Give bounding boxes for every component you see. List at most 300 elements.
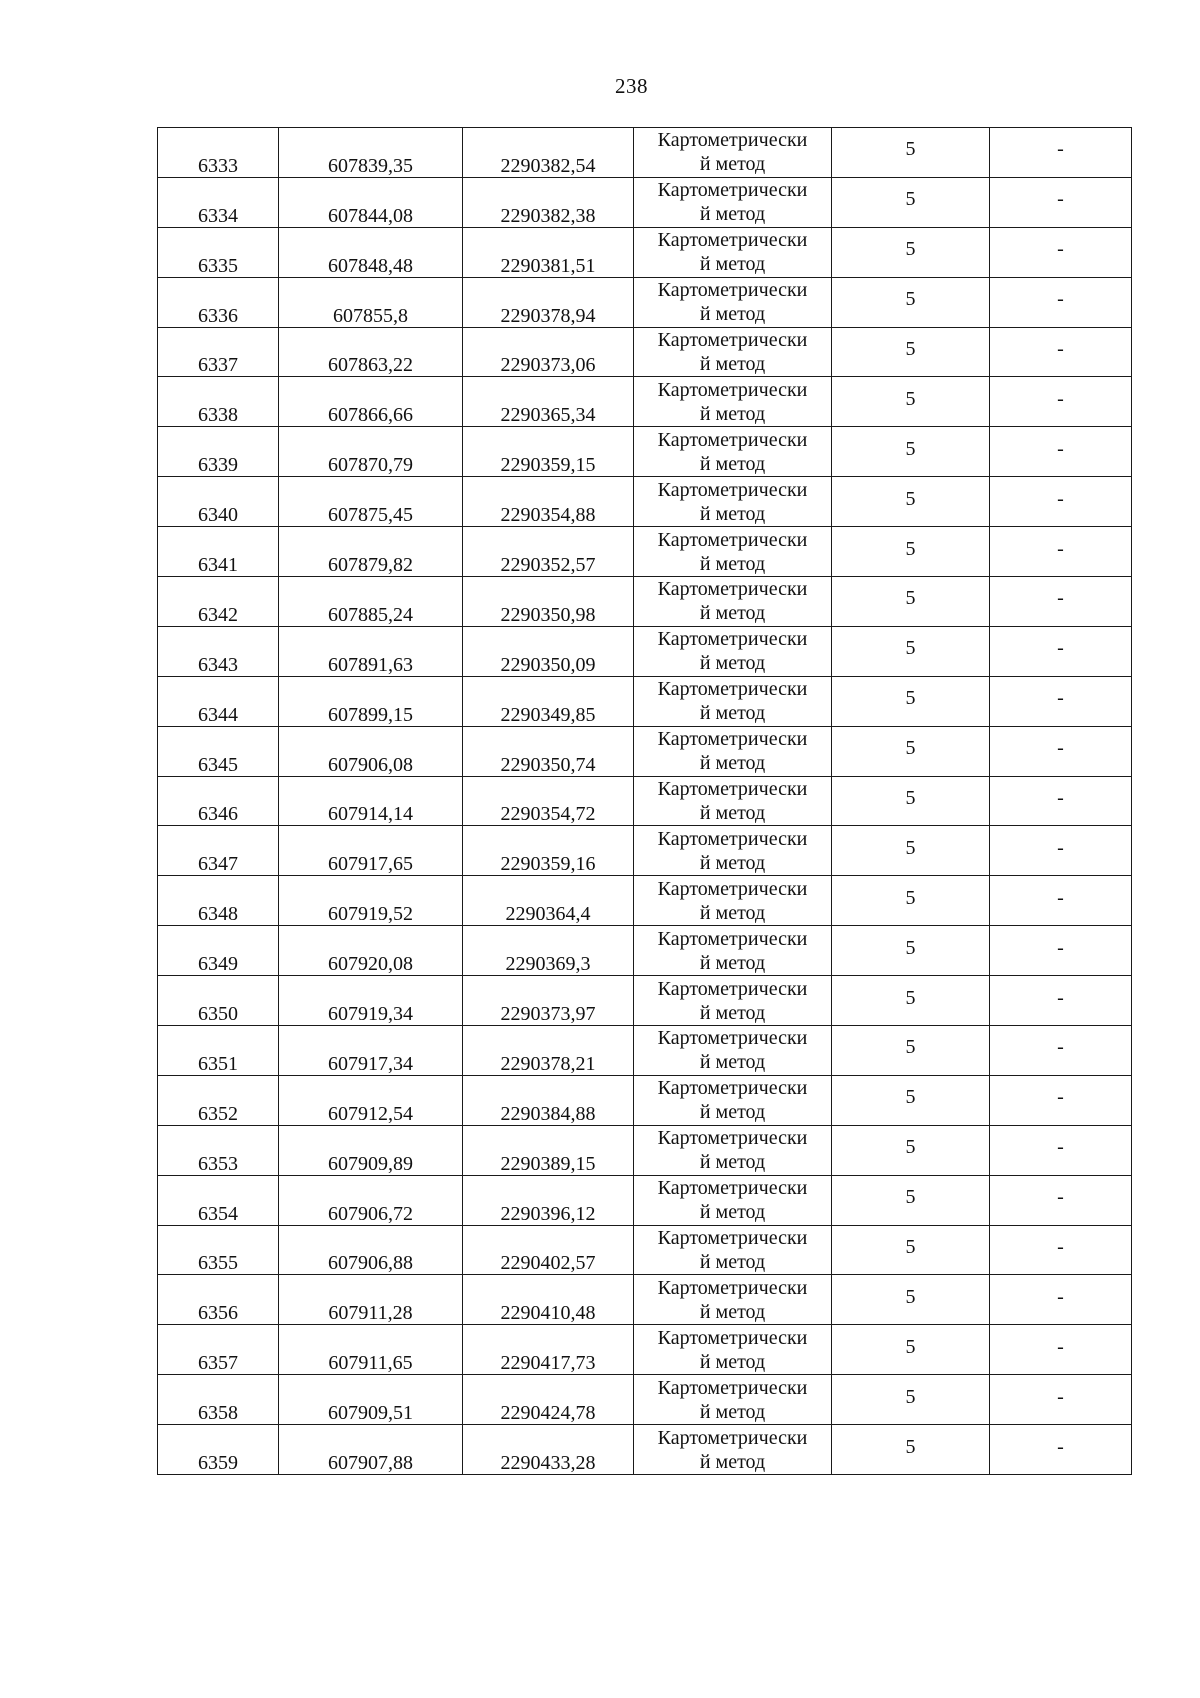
note-cell [990, 527, 1132, 577]
accuracy-cell [832, 1425, 990, 1475]
x-coordinate-cell [279, 277, 463, 327]
method-cell [634, 1026, 832, 1076]
accuracy-cell-text: 5 [905, 1435, 916, 1458]
point-number-cell-text: 6348 [198, 903, 238, 926]
table-row [158, 1375, 1132, 1425]
x-coordinate-cell-text: 607885,24 [328, 603, 413, 626]
point-number-cell [158, 1425, 279, 1475]
point-number-cell-text: 6351 [198, 1052, 238, 1075]
y-coordinate-cell [463, 1225, 634, 1275]
coordinates-table [157, 127, 1132, 1475]
point-number-cell [158, 128, 279, 178]
point-number-cell [158, 577, 279, 627]
x-coordinate-cell [279, 1325, 463, 1375]
accuracy-cell [832, 1325, 990, 1375]
note-cell [990, 1175, 1132, 1225]
accuracy-cell [832, 177, 990, 227]
accuracy-cell [832, 1075, 990, 1125]
table-row [158, 128, 1132, 178]
y-coordinate-cell-text: 2290365,34 [500, 404, 596, 427]
note-cell-text: - [1057, 1435, 1064, 1458]
method-cell-text: Картометрически й метод [657, 628, 808, 675]
y-coordinate-cell-text: 2290410,48 [500, 1302, 596, 1325]
note-cell-text: - [1057, 936, 1064, 959]
accuracy-cell-text: 5 [905, 437, 916, 460]
y-coordinate-cell [463, 1125, 634, 1175]
point-number-cell [158, 626, 279, 676]
accuracy-cell-text: 5 [905, 936, 916, 959]
accuracy-cell-text: 5 [905, 537, 916, 560]
method-cell-text: Картометрически й метод [657, 1426, 808, 1473]
x-coordinate-cell [279, 926, 463, 976]
table-row [158, 1175, 1132, 1225]
accuracy-cell-text: 5 [905, 886, 916, 909]
method-cell [634, 826, 832, 876]
y-coordinate-cell [463, 277, 634, 327]
accuracy-cell-text: 5 [905, 1335, 916, 1358]
point-number-cell [158, 427, 279, 477]
table-row [158, 577, 1132, 627]
x-coordinate-cell-text: 607848,48 [328, 254, 413, 277]
note-cell [990, 577, 1132, 627]
point-number-cell-text: 6352 [198, 1102, 238, 1125]
accuracy-cell [832, 1375, 990, 1425]
table-row [158, 1325, 1132, 1375]
accuracy-cell [832, 976, 990, 1026]
y-coordinate-cell-text: 2290382,54 [500, 154, 596, 177]
note-cell-text: - [1057, 437, 1064, 460]
note-cell [990, 676, 1132, 726]
y-coordinate-cell [463, 327, 634, 377]
x-coordinate-cell-text: 607863,22 [328, 354, 413, 377]
note-cell-text: - [1057, 986, 1064, 1009]
y-coordinate-cell-text: 2290389,15 [500, 1152, 596, 1175]
y-coordinate-cell [463, 1075, 634, 1125]
table-row [158, 277, 1132, 327]
x-coordinate-cell-text: 607909,89 [328, 1152, 413, 1175]
method-cell-text: Картометрически й метод [657, 528, 808, 575]
x-coordinate-cell-text: 607899,15 [328, 703, 413, 726]
y-coordinate-cell [463, 676, 634, 726]
accuracy-cell-text: 5 [905, 737, 916, 760]
method-cell-text: Картометрически й метод [657, 428, 808, 475]
x-coordinate-cell [279, 327, 463, 377]
y-coordinate-cell [463, 477, 634, 527]
point-number-cell [158, 277, 279, 327]
accuracy-cell [832, 577, 990, 627]
accuracy-cell-text: 5 [905, 238, 916, 261]
note-cell [990, 1075, 1132, 1125]
y-coordinate-cell-text: 2290378,21 [500, 1052, 596, 1075]
method-cell [634, 128, 832, 178]
point-number-cell [158, 527, 279, 577]
x-coordinate-cell-text: 607907,88 [328, 1452, 413, 1475]
method-cell [634, 1125, 832, 1175]
method-cell-text: Картометрически й метод [657, 279, 808, 326]
accuracy-cell-text: 5 [905, 338, 916, 360]
y-coordinate-cell-text: 2290402,57 [500, 1252, 596, 1275]
point-number-cell [158, 826, 279, 876]
y-coordinate-cell [463, 976, 634, 1026]
table-row [158, 626, 1132, 676]
method-cell [634, 726, 832, 776]
x-coordinate-cell-text: 607891,63 [328, 653, 413, 676]
x-coordinate-cell [279, 128, 463, 178]
table-row [158, 776, 1132, 826]
x-coordinate-cell [279, 1225, 463, 1275]
x-coordinate-cell [279, 1075, 463, 1125]
point-number-cell-text: 6339 [198, 454, 238, 477]
x-coordinate-cell-text: 607879,82 [328, 554, 413, 577]
y-coordinate-cell [463, 377, 634, 427]
y-coordinate-cell [463, 1275, 634, 1325]
note-cell-text: - [1057, 737, 1064, 760]
accuracy-cell-text: 5 [905, 1285, 916, 1308]
accuracy-cell [832, 876, 990, 926]
point-number-cell [158, 227, 279, 277]
method-cell [634, 227, 832, 277]
accuracy-cell-text: 5 [905, 587, 916, 610]
note-cell [990, 1375, 1132, 1425]
method-cell-text: Картометрически й метод [657, 927, 808, 974]
method-cell-text: Картометрически й метод [657, 229, 808, 276]
note-cell [990, 1225, 1132, 1275]
y-coordinate-cell [463, 826, 634, 876]
note-cell-text: - [1057, 1086, 1064, 1109]
y-coordinate-cell-text: 2290381,51 [500, 254, 596, 277]
y-coordinate-cell-text: 2290349,85 [500, 703, 596, 726]
point-number-cell-text: 6353 [198, 1152, 238, 1175]
method-cell [634, 1325, 832, 1375]
y-coordinate-cell-text: 2290382,38 [500, 204, 596, 227]
note-cell [990, 377, 1132, 427]
point-number-cell-text: 6344 [198, 703, 238, 726]
y-coordinate-cell [463, 128, 634, 178]
note-cell-text: - [1057, 338, 1064, 360]
point-number-cell-text: 6333 [198, 154, 238, 177]
note-cell-text: - [1057, 1136, 1064, 1159]
y-coordinate-cell-text: 2290384,88 [500, 1102, 596, 1125]
method-cell [634, 1275, 832, 1325]
accuracy-cell-text: 5 [905, 387, 916, 410]
method-cell-text: Картометрически й метод [657, 1027, 808, 1074]
y-coordinate-cell [463, 626, 634, 676]
x-coordinate-cell-text: 607906,88 [328, 1252, 413, 1275]
method-cell [634, 327, 832, 377]
x-coordinate-cell [279, 1175, 463, 1225]
note-cell [990, 327, 1132, 377]
point-number-cell-text: 6356 [198, 1302, 238, 1325]
table-row [158, 1275, 1132, 1325]
x-coordinate-cell [279, 427, 463, 477]
point-number-cell-text: 6334 [198, 204, 238, 227]
y-coordinate-cell-text: 2290350,74 [500, 753, 596, 776]
point-number-cell [158, 1026, 279, 1076]
method-cell-text: Картометрически й метод [657, 977, 808, 1024]
point-number-cell [158, 776, 279, 826]
note-cell [990, 177, 1132, 227]
note-cell-text: - [1057, 1236, 1064, 1259]
accuracy-cell [832, 527, 990, 577]
note-cell-text: - [1057, 836, 1064, 859]
method-cell-text: Картометрически й метод [657, 728, 808, 775]
note-cell-text: - [1057, 387, 1064, 410]
x-coordinate-cell-text: 607912,54 [328, 1102, 413, 1125]
accuracy-cell [832, 128, 990, 178]
y-coordinate-cell [463, 427, 634, 477]
y-coordinate-cell-text: 2290373,06 [500, 354, 596, 377]
table-row [158, 1425, 1132, 1475]
method-cell [634, 1225, 832, 1275]
y-coordinate-cell-text: 2290424,78 [500, 1402, 596, 1425]
accuracy-cell-text: 5 [905, 986, 916, 1009]
method-cell-text: Картометрически й метод [657, 179, 808, 226]
method-cell-text: Картометрически й метод [657, 1227, 808, 1274]
y-coordinate-cell [463, 227, 634, 277]
x-coordinate-cell-text: 607866,66 [328, 404, 413, 427]
method-cell [634, 1375, 832, 1425]
method-cell [634, 377, 832, 427]
table-body [158, 128, 1132, 1475]
point-number-cell [158, 1225, 279, 1275]
table-row [158, 726, 1132, 776]
accuracy-cell-text: 5 [905, 1086, 916, 1109]
point-number-cell [158, 1375, 279, 1425]
y-coordinate-cell-text: 2290396,12 [500, 1202, 596, 1225]
method-cell [634, 776, 832, 826]
method-cell [634, 926, 832, 976]
y-coordinate-cell-text: 2290433,28 [500, 1452, 596, 1475]
accuracy-cell [832, 1175, 990, 1225]
method-cell-text: Картометрически й метод [657, 827, 808, 874]
y-coordinate-cell [463, 926, 634, 976]
note-cell-text: - [1057, 1285, 1064, 1308]
table-row [158, 327, 1132, 377]
accuracy-cell [832, 1125, 990, 1175]
point-number-cell [158, 1325, 279, 1375]
x-coordinate-cell [279, 477, 463, 527]
accuracy-cell [832, 676, 990, 726]
y-coordinate-cell [463, 876, 634, 926]
table-row [158, 826, 1132, 876]
x-coordinate-cell [279, 577, 463, 627]
y-coordinate-cell-text: 2290369,3 [505, 953, 591, 976]
method-cell [634, 577, 832, 627]
table-row [158, 227, 1132, 277]
accuracy-cell-text: 5 [905, 687, 916, 710]
note-cell-text: - [1057, 637, 1064, 660]
point-number-cell [158, 876, 279, 926]
point-number-cell-text: 6349 [198, 953, 238, 976]
note-cell [990, 1425, 1132, 1475]
y-coordinate-cell-text: 2290350,98 [500, 603, 596, 626]
note-cell-text: - [1057, 1036, 1064, 1059]
accuracy-cell-text: 5 [905, 188, 916, 211]
table-row [158, 676, 1132, 726]
y-coordinate-cell [463, 177, 634, 227]
x-coordinate-cell [279, 377, 463, 427]
y-coordinate-cell [463, 1026, 634, 1076]
x-coordinate-cell-text: 607906,08 [328, 753, 413, 776]
table-row [158, 477, 1132, 527]
x-coordinate-cell-text: 607917,65 [328, 853, 413, 876]
point-number-cell-text: 6340 [198, 504, 238, 527]
page-number: 238 [615, 74, 648, 98]
point-number-cell-text: 6359 [198, 1452, 238, 1475]
method-cell [634, 527, 832, 577]
note-cell [990, 726, 1132, 776]
x-coordinate-cell-text: 607917,34 [328, 1052, 413, 1075]
x-coordinate-cell-text: 607875,45 [328, 504, 413, 527]
note-cell [990, 926, 1132, 976]
accuracy-cell [832, 427, 990, 477]
point-number-cell [158, 676, 279, 726]
y-coordinate-cell-text: 2290359,15 [500, 454, 596, 477]
note-cell [990, 128, 1132, 178]
point-number-cell-text: 6343 [198, 653, 238, 676]
point-number-cell [158, 976, 279, 1026]
note-cell [990, 976, 1132, 1026]
accuracy-cell [832, 826, 990, 876]
note-cell [990, 227, 1132, 277]
x-coordinate-cell-text: 607909,51 [328, 1402, 413, 1425]
table-row [158, 1125, 1132, 1175]
point-number-cell-text: 6341 [198, 554, 238, 577]
accuracy-cell-text: 5 [905, 1385, 916, 1408]
x-coordinate-cell [279, 527, 463, 577]
x-coordinate-cell-text: 607919,34 [328, 1003, 413, 1026]
x-coordinate-cell [279, 876, 463, 926]
y-coordinate-cell [463, 726, 634, 776]
accuracy-cell-text: 5 [905, 487, 916, 510]
y-coordinate-cell-text: 2290417,73 [500, 1352, 596, 1375]
y-coordinate-cell [463, 776, 634, 826]
x-coordinate-cell-text: 607844,08 [328, 204, 413, 227]
y-coordinate-cell-text: 2290352,57 [500, 554, 596, 577]
note-cell [990, 277, 1132, 327]
table-row [158, 1075, 1132, 1125]
method-cell-text: Картометрически й метод [657, 1376, 808, 1423]
point-number-cell-text: 6357 [198, 1352, 238, 1375]
y-coordinate-cell [463, 1175, 634, 1225]
y-coordinate-cell-text: 2290359,16 [500, 853, 596, 876]
accuracy-cell-text: 5 [905, 836, 916, 859]
x-coordinate-cell [279, 626, 463, 676]
method-cell-text: Картометрически й метод [657, 578, 808, 625]
table-row [158, 377, 1132, 427]
x-coordinate-cell-text: 607919,52 [328, 903, 413, 926]
method-cell-text: Картометрически й метод [657, 1326, 808, 1373]
accuracy-cell-text: 5 [905, 1136, 916, 1159]
note-cell-text: - [1057, 886, 1064, 909]
note-cell-text: - [1057, 687, 1064, 710]
table-row [158, 926, 1132, 976]
y-coordinate-cell [463, 527, 634, 577]
point-number-cell [158, 1125, 279, 1175]
x-coordinate-cell-text: 607870,79 [328, 454, 413, 477]
accuracy-cell [832, 477, 990, 527]
point-number-cell-text: 6342 [198, 603, 238, 626]
point-number-cell [158, 477, 279, 527]
point-number-cell-text: 6335 [198, 254, 238, 277]
x-coordinate-cell-text: 607906,72 [328, 1202, 413, 1225]
method-cell-text: Картометрически й метод [657, 378, 808, 425]
x-coordinate-cell [279, 976, 463, 1026]
accuracy-cell-text: 5 [905, 288, 916, 311]
note-cell-text: - [1057, 537, 1064, 560]
y-coordinate-cell-text: 2290378,94 [500, 304, 596, 327]
table-row [158, 177, 1132, 227]
point-number-cell-text: 6347 [198, 853, 238, 876]
method-cell-text: Картометрически й метод [657, 478, 808, 525]
accuracy-cell [832, 1026, 990, 1076]
method-cell-text: Картометрически й метод [657, 1276, 808, 1323]
point-number-cell-text: 6358 [198, 1402, 238, 1425]
point-number-cell-text: 6337 [198, 354, 238, 377]
method-cell-text: Картометрически й метод [657, 129, 808, 176]
table-row [158, 1225, 1132, 1275]
accuracy-cell-text: 5 [905, 1036, 916, 1059]
y-coordinate-cell [463, 1375, 634, 1425]
point-number-cell-text: 6355 [198, 1252, 238, 1275]
x-coordinate-cell [279, 177, 463, 227]
point-number-cell-text: 6336 [198, 304, 238, 327]
point-number-cell-text: 6346 [198, 803, 238, 826]
note-cell-text: - [1057, 288, 1064, 311]
accuracy-cell [832, 1225, 990, 1275]
point-number-cell [158, 177, 279, 227]
x-coordinate-cell [279, 1125, 463, 1175]
note-cell-text: - [1057, 787, 1064, 810]
note-cell-text: - [1057, 138, 1064, 161]
point-number-cell [158, 1075, 279, 1125]
x-coordinate-cell [279, 776, 463, 826]
note-cell [990, 1125, 1132, 1175]
point-number-cell [158, 377, 279, 427]
x-coordinate-cell-text: 607911,28 [328, 1302, 413, 1325]
method-cell-text: Картометрически й метод [657, 1177, 808, 1224]
x-coordinate-cell [279, 1425, 463, 1475]
x-coordinate-cell [279, 1375, 463, 1425]
note-cell-text: - [1057, 238, 1064, 261]
y-coordinate-cell-text: 2290373,97 [500, 1003, 596, 1026]
accuracy-cell-text: 5 [905, 787, 916, 810]
note-cell [990, 776, 1132, 826]
y-coordinate-cell [463, 577, 634, 627]
table-row [158, 876, 1132, 926]
y-coordinate-cell-text: 2290364,4 [505, 903, 591, 926]
note-cell-text: - [1057, 587, 1064, 610]
note-cell [990, 1325, 1132, 1375]
method-cell-text: Картометрически й метод [657, 877, 808, 924]
point-number-cell-text: 6354 [198, 1202, 238, 1225]
y-coordinate-cell-text: 2290354,88 [500, 504, 596, 527]
method-cell [634, 277, 832, 327]
accuracy-cell-text: 5 [905, 637, 916, 660]
x-coordinate-cell-text: 607855,8 [333, 304, 408, 327]
accuracy-cell [832, 277, 990, 327]
note-cell-text: - [1057, 1385, 1064, 1408]
note-cell [990, 427, 1132, 477]
accuracy-cell [832, 227, 990, 277]
method-cell [634, 1175, 832, 1225]
point-number-cell [158, 726, 279, 776]
point-number-cell [158, 1275, 279, 1325]
table-row [158, 427, 1132, 477]
accuracy-cell [832, 377, 990, 427]
note-cell [990, 876, 1132, 926]
accuracy-cell [832, 626, 990, 676]
